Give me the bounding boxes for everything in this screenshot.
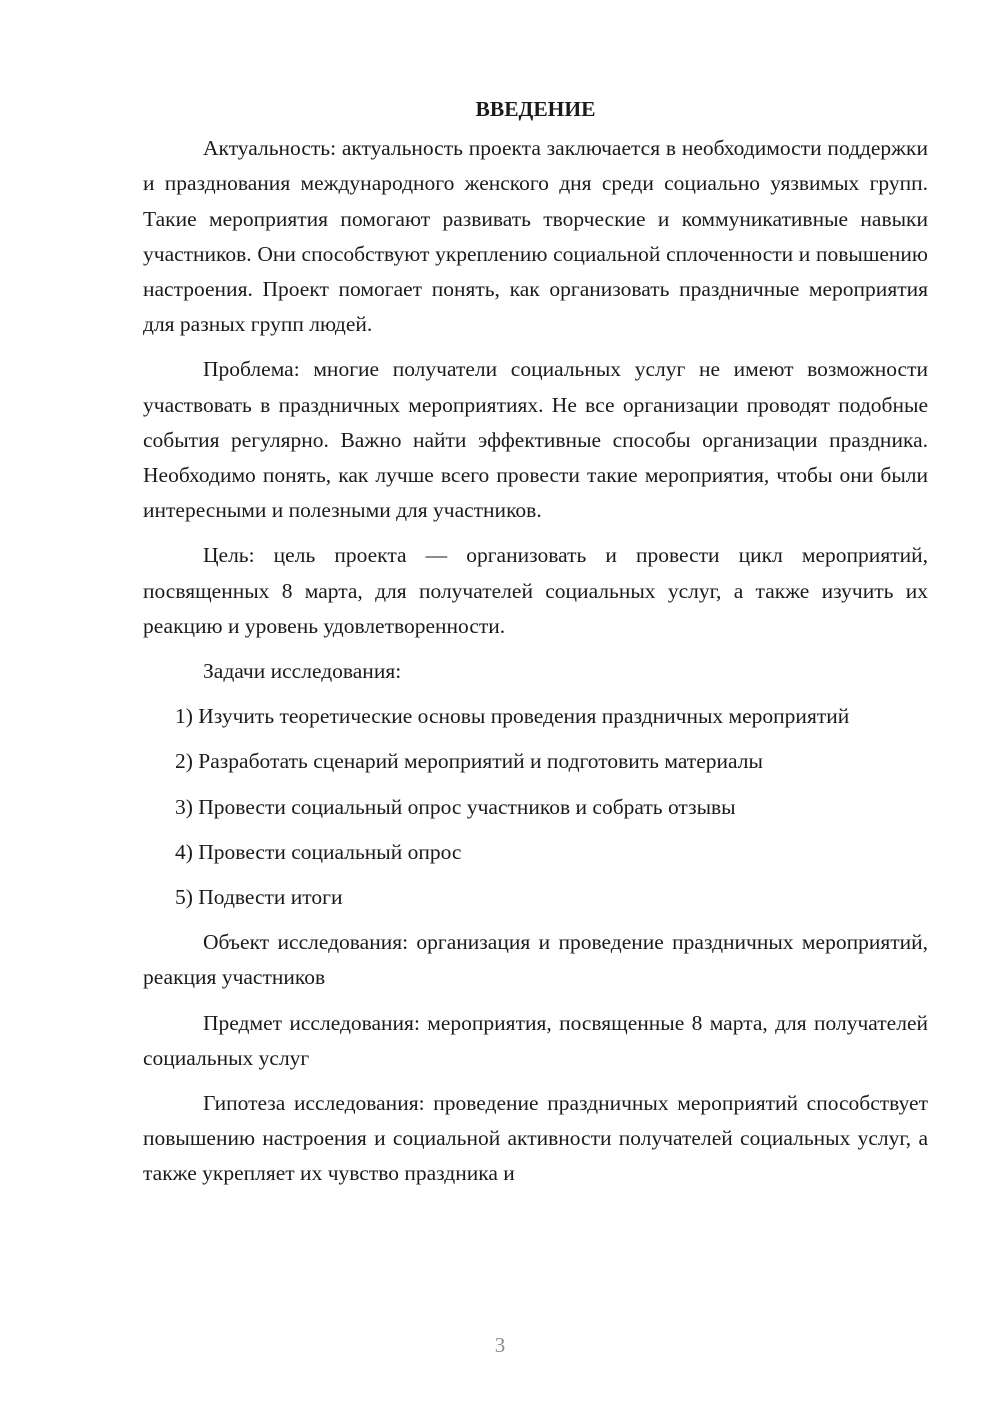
tasks-heading: Задачи исследования: — [203, 659, 402, 684]
section-heading: ВВЕДЕНИЕ — [475, 97, 596, 121]
task-item: 1) Изучить теоретические основы проведения праздничных мероприятий — [175, 704, 850, 729]
task-item: 3) Провести социальный опрос участников и собрать отзывы — [175, 794, 736, 819]
task-item: 5) Подвести итоги — [175, 885, 343, 910]
task-item: 4) Провести социальный опрос — [175, 839, 462, 864]
task-item: 2) Разработать сценарий мероприятий и подготовить материалы — [175, 749, 763, 774]
page-content — [143, 92, 928, 1202]
hypothesis-paragraph: Гипотеза исследования: проведение праздничных мероприятий способствует повышению настроения и социальной активности получателей социальных услуг, а также укрепляет их чувство праздника и — [143, 1091, 928, 1186]
relevance-paragraph: Актуальность: актуальность проекта заключается в необходимости поддержки и празднования международного женского дня среди социально уязвимых групп. Такие мероприятия помогают развивать творческие и коммуникативные навыки участников. Они способствуют укреплению социальной сплоченности и повышению настроения. Проект помогает понять, как организовать праздничные мероприятия для разных групп людей. — [143, 136, 928, 337]
problem-paragraph: Проблема: многие получатели социальных услуг не имеют возможности участвовать в праздничных мероприятиях. Не все организации проводят подобные события регулярно. Важно найти эффективные способы организации праздника. Необходимо понять, как лучше всего провести такие мероприятия, чтобы они были интересными и полезными для участников. — [143, 357, 928, 523]
goal-paragraph: Цель: цель проекта — организовать и провести цикл мероприятий, посвященных 8 марта, для получателей социальных услуг, а также изучить их реакцию и уровень удовлетворенности. — [143, 543, 928, 638]
subject-paragraph: Предмет исследования: мероприятия, посвященные 8 марта, для получателей социальных услуг — [143, 1010, 928, 1070]
page-number: 3 — [494, 1333, 506, 1357]
object-paragraph: Объект исследования: организация и проведение праздничных мероприятий, реакция участников — [143, 930, 928, 990]
